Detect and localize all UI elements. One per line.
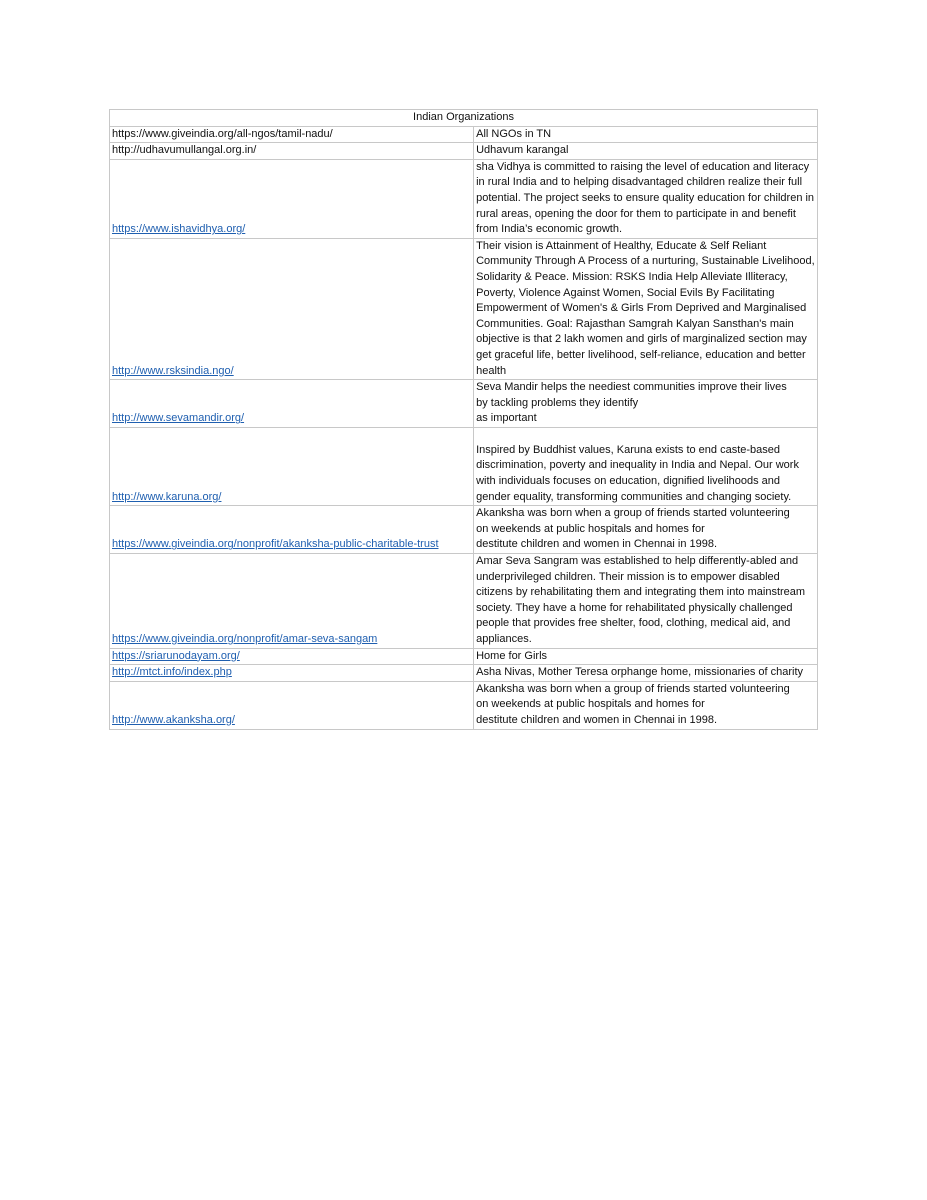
- url-link[interactable]: https://www.giveindia.org/nonprofit/amar-seva-sangam: [112, 633, 378, 645]
- url-link[interactable]: http://www.sevamandir.org/: [112, 412, 245, 425]
- description-cell: All NGOs in TN: [474, 126, 818, 143]
- description-cell: [474, 380, 818, 428]
- description-line: on weekends at public hospitals and homes for: [476, 698, 705, 711]
- description-cell: [474, 427, 818, 505]
- url-cell: [110, 427, 474, 505]
- table-row: [110, 380, 818, 428]
- url-link[interactable]: http://www.karuna.org/: [112, 490, 222, 503]
- table-row: [110, 665, 818, 682]
- url-cell: [110, 159, 474, 238]
- description-line: Akanksha was born when a group of friends started volunteering: [476, 507, 790, 520]
- description-cell: Home for Girls: [474, 648, 818, 665]
- table-body: [110, 110, 818, 730]
- table-row: [110, 238, 818, 379]
- url-text: https://www.giveindia.org/all-ngos/tamil-nadu/: [112, 127, 333, 140]
- description-line: destitute children and women in Chennai in 1998.: [476, 538, 718, 551]
- url-cell: [110, 506, 474, 554]
- description-cell: Udhavum karangal: [474, 143, 818, 160]
- description-line: Akanksha was born when a group of friends started volunteering: [476, 682, 790, 695]
- description-cell: Their vision is Attainment of Healthy, Educate & Self Reliant Community Through A Process of a nurturing, Sustainable Livelihood, Solidarity & Peace. Mission: RSKS India Help Alleviate Illiteracy, Poverty, Violence Against Women, Social Evils By Facilitating Empowerment of Women's & Girls From Deprived and Marginalised Communities. Goal: Rajasthan Samgrah Kalyan Sansthan's main objective is that 2 lakh women and girls of marginalized section may get graceful life, better livelihood, self-reliance, education and better health: [474, 238, 818, 379]
- url-cell: [110, 681, 474, 729]
- url-link[interactable]: https://sriarunodayam.org/: [112, 649, 240, 662]
- description-line: by tackling problems they identify: [476, 396, 639, 409]
- table-title-row: [110, 110, 818, 127]
- description-cell: [474, 506, 818, 554]
- table-row: [110, 554, 818, 649]
- organizations-table: [109, 109, 818, 730]
- url-link[interactable]: http://www.akanksha.org/: [112, 713, 235, 726]
- url-link[interactable]: http://mtct.info/index.php: [112, 666, 232, 679]
- url-link[interactable]: http://www.rsksindia.ngo/: [112, 364, 234, 377]
- url-link[interactable]: https://www.ishavidhya.org/: [112, 223, 246, 236]
- url-cell: [110, 665, 474, 682]
- description-line: on weekends at public hospitals and homes for: [476, 522, 705, 535]
- table-title: Indian Organizations: [110, 110, 818, 127]
- table-row: [110, 506, 818, 554]
- table-row: [110, 681, 818, 729]
- url-cell: [110, 238, 474, 379]
- url-text: http://udhavumullangal.org.in/: [112, 144, 257, 157]
- url-cell: [110, 143, 474, 160]
- description-cell: Asha Nivas, Mother Teresa orphange home, missionaries of charity: [474, 665, 818, 682]
- description-line: as important: [476, 412, 537, 425]
- description-line: destitute children and women in Chennai in 1998.: [476, 713, 718, 726]
- description-text: Inspired by Buddhist values, Karuna exists to end caste-based discrimination, poverty and inequality in India and Nepal. Our work with individuals focuses on education, dignified livelihoods and gender equality, transforming communities and changing society.: [476, 443, 799, 503]
- table-row: [110, 427, 818, 505]
- url-link[interactable]: https://www.giveindia.org/nonprofit/akanksha-public-charitable-trust: [112, 538, 439, 551]
- url-cell: [110, 380, 474, 428]
- description-cell: sha Vidhya is committed to raising the level of education and literacy in rural India and to helping disadvantaged children realize their full potential. The project seeks to ensure quality education for children in rural areas, opening the door for them to participate in and benefit from India’s economic growth.: [474, 159, 818, 238]
- table-row: [110, 159, 818, 238]
- url-cell: [110, 554, 474, 649]
- url-cell: [110, 648, 474, 665]
- description-cell: Amar Seva Sangram was established to help differently-abled and underprivileged children. Their mission is to empower disabled citizens by rehabilitating them and integrating them into mainstream society. They have a home for rehabilitated physically challenged people that provides free shelter, food, clothing, medical aid, and appliances.: [474, 554, 818, 649]
- url-cell: [110, 126, 474, 143]
- table-row: [110, 648, 818, 665]
- description-cell: [474, 681, 818, 729]
- table-row: [110, 143, 818, 160]
- description-line: Seva Mandir helps the neediest communities improve their lives: [476, 381, 787, 394]
- table-row: [110, 126, 818, 143]
